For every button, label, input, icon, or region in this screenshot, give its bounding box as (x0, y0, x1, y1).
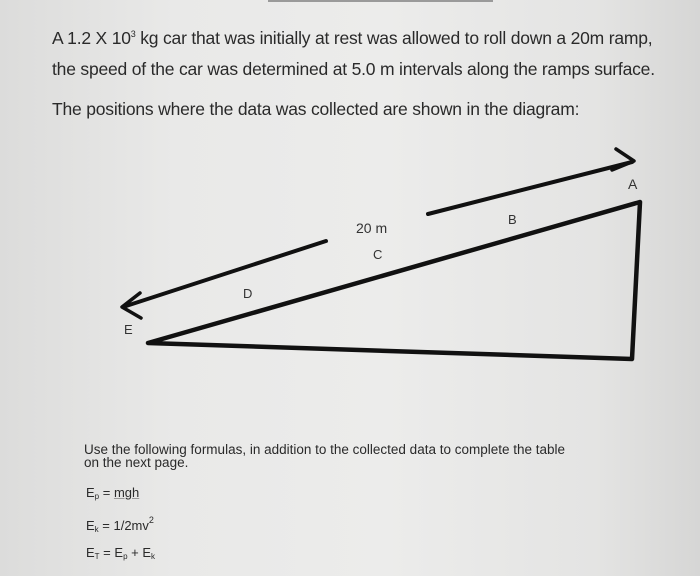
label-length: 20 m (356, 220, 388, 236)
instructions-line-2: on the next page. (84, 455, 189, 470)
formula-et-sub3: k (151, 552, 156, 561)
formula-ek-sup: 2 (148, 515, 154, 525)
label-b: B (508, 212, 517, 227)
intro-line-1-end: kg car that was initially at rest was allowed to roll down a 20m ramp, (135, 28, 653, 48)
label-e: E (124, 322, 133, 337)
formula-ek-sub: k (94, 525, 99, 534)
arrow-segment-lower (123, 241, 326, 307)
label-a: A (628, 176, 638, 192)
intro-exponent: 3 (130, 29, 136, 39)
formula-et-mid: = E (99, 545, 124, 560)
ramp-triangle (148, 202, 640, 359)
label-d: D (243, 286, 253, 301)
formula-et-mid2: + E (127, 545, 152, 560)
formula-ek-rhs: = 1/2mv (98, 518, 149, 533)
instructions-line-1: Use the following formulas, in addition to the collected data to complete the table (84, 442, 566, 457)
intro-line-2: the speed of the car was determined at 5.0 m intervals along the ramps surface. (52, 59, 655, 79)
formula-ek (86, 515, 154, 534)
label-c: C (373, 247, 383, 262)
formula-et-sub2: p (123, 552, 128, 561)
formula-et-e: E (86, 545, 95, 560)
formula-ek-e: E (86, 518, 95, 533)
formula-ep-equals: = (99, 485, 114, 500)
intro-line-3: The positions where the data was collected are shown in the diagram: (52, 99, 580, 119)
arrowhead-a (612, 149, 634, 170)
arrow-segment-upper (428, 162, 632, 214)
formula-et-sub: T (94, 552, 100, 561)
formula-ep (86, 485, 139, 501)
intro-line-1-start: A 1.2 X 10 (52, 28, 131, 48)
formula-ep-expr: mgh (113, 485, 140, 500)
formula-ep-e: E (86, 485, 95, 500)
formula-et (86, 545, 155, 561)
formula-ep-sub: p (94, 492, 100, 501)
